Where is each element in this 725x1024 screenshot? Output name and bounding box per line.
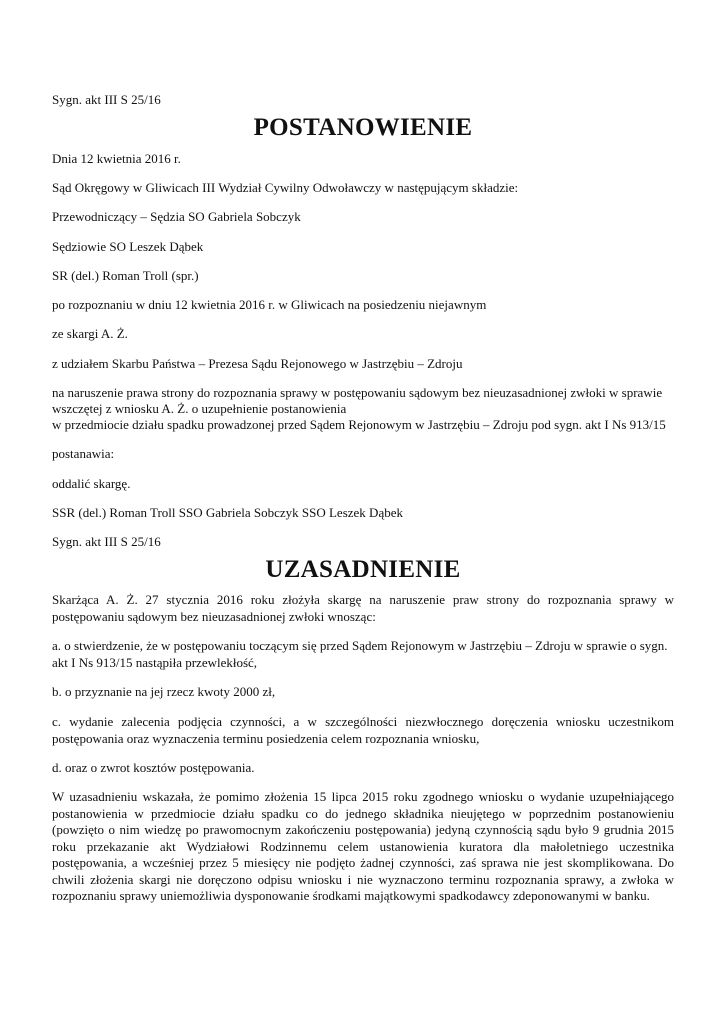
case-signature-bottom: Sygn. akt III S 25/16 (52, 534, 161, 549)
reporting-judge: SR (del.) Roman Troll (spr.) (52, 268, 199, 283)
subject-line-3: w przedmiocie działu spadku prowadzonej przed Sądem Rejonowym w Jastrzębiu – Zdroju pod sygn. akt I Ns 913/15 (52, 417, 666, 432)
request-item-a: a. o stwierdzenie, że w postępowaniu toczącym się przed Sądem Rejonowym w Jastrzębiu – Zdroju w sprawie o sygn. akt I Ns 913/15 nastąpiła przewlekłość, (52, 638, 668, 670)
request-item-c: c. wydanie zalecenia podjęcia czynności, a w szczególności niezwłocznego doręczenia wniosku uczestnikom postępowania oraz wyznaczenia terminu posiedzenia celem rozpoznania wniosku, (52, 714, 674, 746)
signatures: SSR (del.) Roman Troll SSO Gabriela Sobczyk SSO Leszek Dąbek (52, 505, 403, 520)
decision-title: POSTANOWIENIE (253, 114, 473, 141)
complainant: ze skargi A. Ż. (52, 326, 128, 341)
justification-reasoning: W uzasadnieniu wskazała, że pomimo złożenia 15 lipca 2015 roku zgodnego wniosku o wydanie uzupełniającego postanowienia w przedmiocie działu spadku co do jednego składnika nieujętego w poprzednim postanowieniu (powzięto o nim wiedzę po prawomocnym zakończeniu postępowania) jedyną czynnością sądu było 9 grudnia 2015 roku przekazanie akt Wydziałowi Rodzinnemu celem ustanowienia kuratora dla małoletniego uczestnika postępowania, a wcześniej przez 5 miesięcy nie podjęto żadnej czynności, zaś sprawa nie jest skomplikowana. Do chwili złożenia skargi nie doręczono odpisu wniosku i nie wyznaczono terminu rozpoznania sprawy, a zwłoka w rozpoznaniu sprawy uniemożliwia dysponowanie środkami majątkowymi spadkodawcy zdeponowanymi w banku. (52, 789, 674, 903)
subject-line-2: wszczętej z wniosku A. Ż. o uzupełnienie postanowienia (52, 401, 347, 416)
justification-intro: Skarżąca A. Ż. 27 stycznia 2016 roku złożyła skargę na naruszenie praw strony do rozpoznania sprawy w postępowaniu sądowym bez nieuzasadnionej zwłoki wnosząc: (52, 592, 674, 624)
justification-title: UZASADNIENIE (265, 556, 461, 583)
court-composition: Sąd Okręgowy w Gliwicach III Wydział Cywilny Odwoławczy w następującym składzie: (52, 180, 519, 195)
ruling: oddalić skargę. (52, 476, 131, 491)
decision-date: Dnia 12 kwietnia 2016 r. (52, 151, 181, 166)
case-signature-top: Sygn. akt III S 25/16 (52, 92, 161, 107)
judges: Sędziowie SO Leszek Dąbek (52, 239, 204, 254)
participants: z udziałem Skarbu Państwa – Prezesa Sądu Rejonowego w Jastrzębiu – Zdroju (52, 356, 463, 371)
request-item-d: d. oraz o zwrot kosztów postępowania. (52, 760, 255, 775)
presiding-judge: Przewodniczący – Sędzia SO Gabriela Sobczyk (52, 209, 301, 224)
decides-label: postanawia: (52, 446, 115, 461)
request-item-b: b. o przyznanie na jej rzecz kwoty 2000 zł, (52, 684, 276, 699)
subject-line-1: na naruszenie prawa strony do rozpoznania sprawy w postępowaniu sądowym bez nieuzasadnionej zwłoki w sprawie (52, 385, 663, 400)
session-info: po rozpoznaniu w dniu 12 kwietnia 2016 r. w Gliwicach na posiedzeniu niejawnym (52, 297, 487, 312)
